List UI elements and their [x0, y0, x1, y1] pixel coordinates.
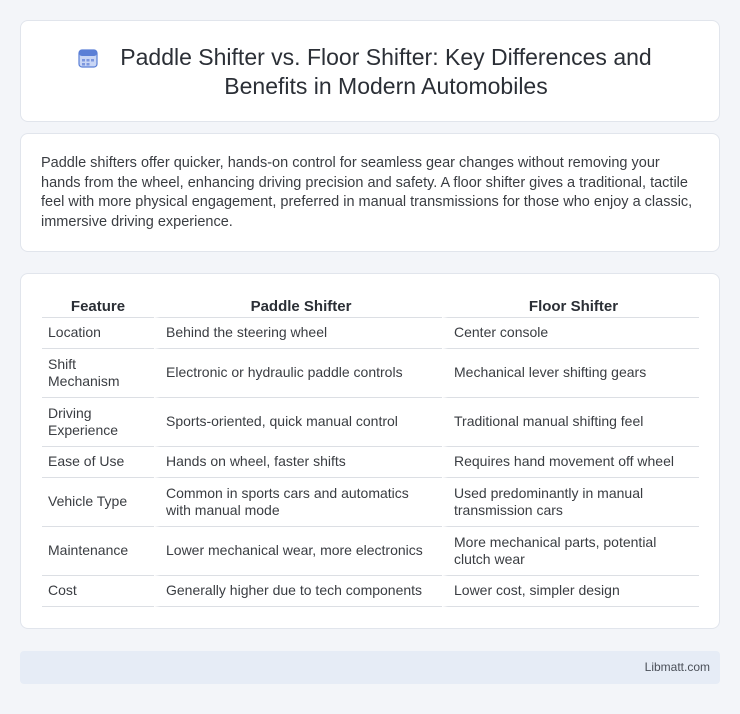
- row-floor: Mechanical lever shifting gears: [442, 349, 699, 398]
- row-floor: Traditional manual shifting feel: [442, 398, 699, 447]
- row-paddle: Electronic or hydraulic paddle controls: [154, 349, 442, 398]
- row-feature: Driving Experience: [42, 398, 154, 447]
- row-feature: Shift Mechanism: [42, 349, 154, 398]
- table-row: [42, 527, 699, 576]
- row-feature: Cost: [42, 576, 154, 607]
- row-feature: Location: [42, 318, 154, 349]
- row-paddle: Hands on wheel, faster shifts: [154, 447, 442, 478]
- row-feature: Maintenance: [42, 527, 154, 576]
- row-paddle: Behind the steering wheel: [154, 318, 442, 349]
- row-floor: Used predominantly in manual transmission cars: [442, 478, 699, 527]
- row-floor: More mechanical parts, potential clutch wear: [442, 527, 699, 576]
- table-row: [42, 398, 699, 447]
- row-paddle: Lower mechanical wear, more electronics: [154, 527, 442, 576]
- row-paddle: Generally higher due to tech components: [154, 576, 442, 607]
- row-feature: Ease of Use: [42, 447, 154, 478]
- page-title: Paddle Shifter vs. Floor Shifter: Key Differences and Benefits in Modern Automobiles: [120, 44, 652, 99]
- table-header-row: [42, 296, 699, 318]
- row-floor: Requires hand movement off wheel: [442, 447, 699, 478]
- row-paddle: Sports-oriented, quick manual control: [154, 398, 442, 447]
- summary-text: Paddle shifters offer quicker, hands-on control for seamless gear changes without removing your hands from the wheel, enhancing driving precision and safety. A floor shifter gives a traditional, tactile feel with more physical engagement, preferred in manual transmissions for those who enjoy a classic, immersive driving experience.: [41, 155, 693, 230]
- table-row: [42, 318, 699, 349]
- row-feature: Vehicle Type: [42, 478, 154, 527]
- footer: [20, 651, 720, 684]
- row-floor: Lower cost, simpler design: [442, 576, 699, 607]
- table-row: [42, 478, 699, 527]
- table-row: [42, 447, 699, 478]
- footer-brand[interactable]: Libmatt.com: [644, 660, 710, 674]
- comparison-table: [42, 296, 699, 607]
- comparison-table-card: [20, 273, 720, 629]
- row-floor: Center console: [442, 318, 699, 349]
- summary-card: [20, 133, 720, 252]
- table-row: [42, 576, 699, 607]
- row-paddle: Common in sports cars and automatics with manual mode: [154, 478, 442, 527]
- header-feature: Feature: [42, 296, 154, 318]
- header-floor-shifter: Floor Shifter: [442, 296, 699, 318]
- table-row: [42, 349, 699, 398]
- title-card: [20, 20, 720, 122]
- header-paddle-shifter: Paddle Shifter: [154, 296, 442, 318]
